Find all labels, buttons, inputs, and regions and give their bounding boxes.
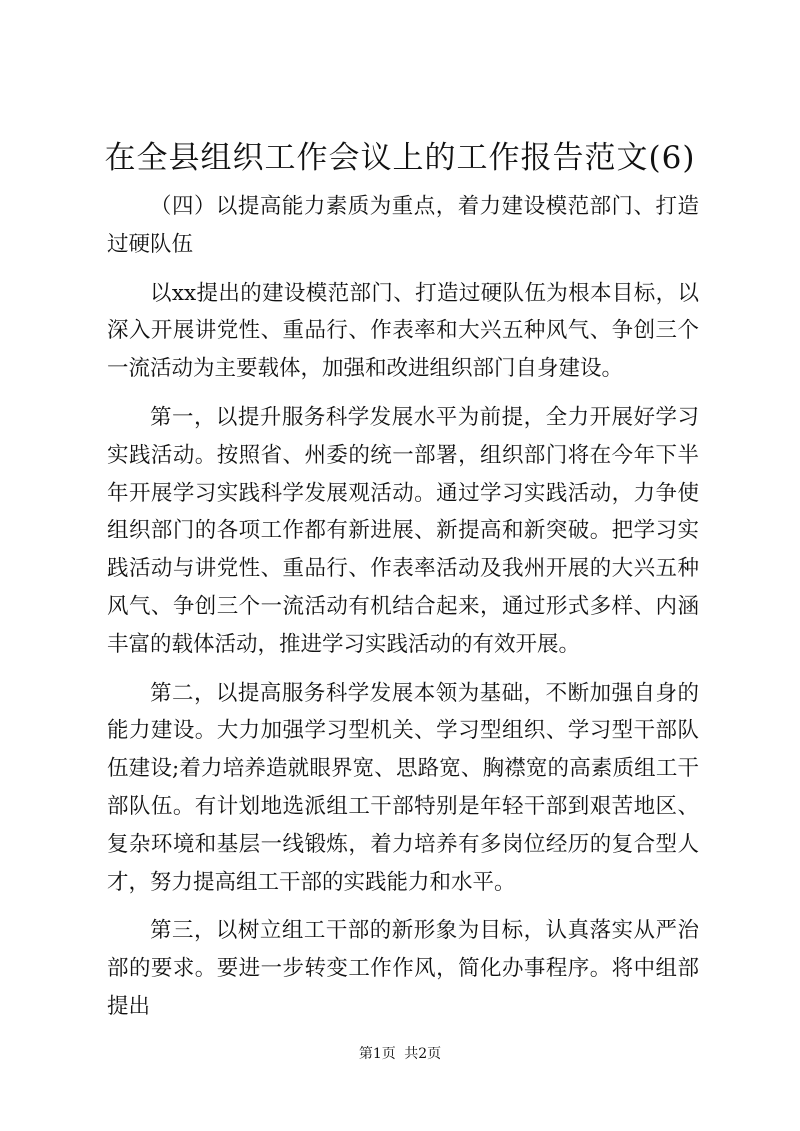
document-body (107, 188, 699, 1037)
paragraph: 第二，以提高服务科学发展本领为基础，不断加强自身的能力建设。大力加强学习型机关、学习型组织、学习型干部队伍建设;着力培养造就眼界宽、思路宽、胸襟宽的高素质组工干部队伍。有计划地选派组工干部特别是年轻干部到艰苦地区、复杂环境和基层一线锻炼，着力培养有多岗位经历的复合型人才，努力提高组工干部的实践能力和水平。 (107, 680, 699, 895)
document-title: 在全县组织工作会议上的工作报告范文(6) (104, 140, 696, 176)
page-number: 第1页 (358, 1046, 396, 1062)
paragraph: 第一，以提升服务科学发展水平为前提，全力开展好学习实践活动。按照省、州委的统一部署，组织部门将在今年下半年开展学习实践科学发展观活动。通过学习实践活动，力争使组织部门的各项工作都有新进展、新提高和新突破。把学习实践活动与讲党性、重品行、作表率活动及我州开展的大兴五种风气、争创三个一流活动有机结合起来，通过形式多样、内涵丰富的载体活动，推进学习实践活动的有效开展。 (107, 404, 699, 657)
paragraph: （四）以提高能力素质为重点，着力建设模范部门、打造过硬队伍 (107, 194, 699, 257)
page-total: 共2页 (404, 1046, 442, 1062)
paragraph: 以xx提出的建设模范部门、打造过硬队伍为根本目标，以深入开展讲党性、重品行、作表率和大兴五种风气、争创三个一流活动为主要载体，加强和改进组织部门自身建设。 (107, 280, 699, 382)
paragraph: 第三，以树立组工干部的新形象为目标，认真落实从严治部的要求。要进一步转变工作作风，简化办事程序。将中组部提出 (107, 918, 699, 1019)
page-footer (0, 1044, 800, 1064)
